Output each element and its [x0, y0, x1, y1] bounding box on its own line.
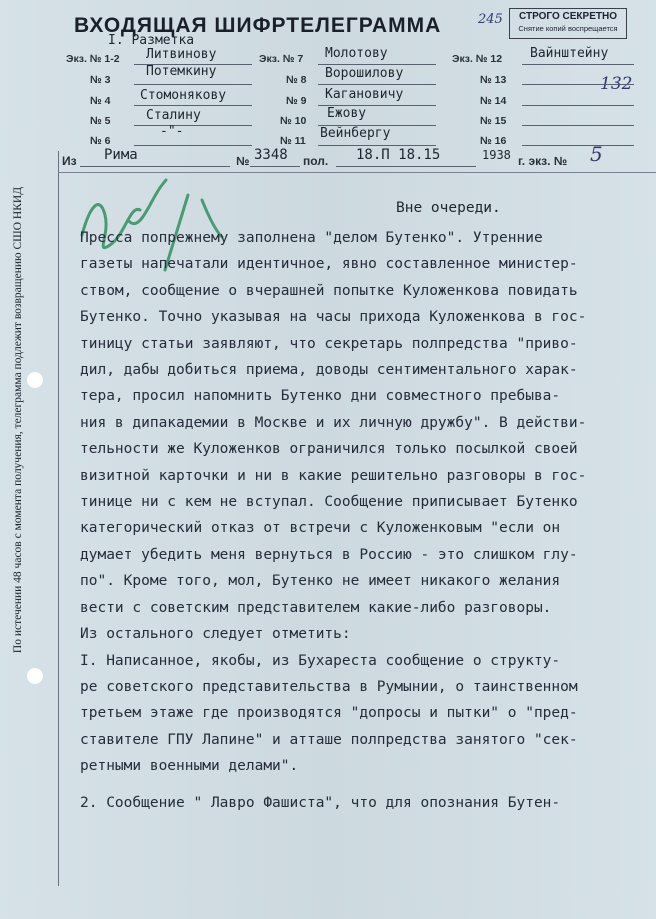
body-line: вести с советским представителем какие-либо разговоры.: [80, 599, 552, 616]
copy-label: Экз. № 7: [259, 53, 304, 65]
body-line: I. Написанное, якобы, из Бухареста сообщение о структу-: [80, 652, 561, 669]
copy-label: № 11: [280, 135, 306, 147]
underline: [80, 166, 230, 167]
received-value: 18.П 18.15: [356, 147, 441, 163]
copy-label: Экз. № 1-2: [66, 53, 120, 65]
number-value: 3348: [254, 147, 288, 163]
telegram-body: [80, 225, 650, 816]
copy-label: № 5: [90, 115, 111, 127]
received-label: пол.: [303, 154, 329, 168]
body-line: думает убедить меня вернуться в Россию - это слишком глу-: [80, 546, 578, 563]
body-line: Бутенко. Точно указывая на часы прихода Куложенкова в гос-: [80, 309, 587, 326]
recipient-name: Потемкину: [146, 64, 217, 79]
copy-notice: Снятие копий воспрещается: [518, 24, 618, 33]
copy-label: № 16: [480, 135, 507, 147]
copy-label: № 3: [90, 74, 111, 86]
body-line: ретными военными делами".: [80, 758, 299, 775]
recipient-name: Сталину: [146, 108, 201, 123]
urgency-note: Вне очереди.: [396, 200, 501, 216]
underline: [134, 105, 252, 106]
underline: [522, 84, 634, 85]
copy-label: № 9: [286, 95, 307, 107]
recipient-name: Стомонякову: [140, 88, 227, 103]
copy-label: № 4: [90, 95, 111, 107]
body-line: по". Кроме того, мол, Бутенко не имеет никакого желания: [80, 573, 561, 590]
copy-label: № 14: [480, 95, 507, 107]
punch-hole: [27, 372, 43, 388]
body-line: третьем этаже где производятся "допросы и пытки" о "пред-: [80, 705, 578, 722]
year-value: 1938: [482, 148, 511, 162]
copy-label: № 13: [480, 74, 507, 86]
header-separator: [58, 172, 656, 173]
body-line: тера, просил напомнить Бутенко дни совместного пребыва-: [80, 388, 561, 405]
body-line: газеты напечатали идентичное, явно составленное министер-: [80, 256, 578, 273]
recipient-name: Вайнштейну: [530, 46, 609, 61]
copy-label: № 15: [480, 115, 507, 127]
copy-label: № 8: [286, 74, 307, 86]
body-line: категорический отказ от встречи с Куложенковым "если он: [80, 520, 561, 537]
underline: [522, 64, 634, 65]
body-line: Из остального следует отметить:: [80, 626, 351, 643]
underline: [250, 166, 300, 167]
body-line: дил, дабы добиться приема, доводы сентиментального харак-: [80, 362, 578, 379]
underline: [318, 84, 436, 85]
underline: [318, 64, 436, 65]
body-line: визитной карточки и ни в какие решительно разговоры в гос-: [80, 467, 587, 484]
copy-label: Экз. № 12: [452, 53, 503, 65]
number-label: №: [236, 154, 250, 168]
body-line: ставителе ГПУ Лапине" и атташе полпредства занятого "сек-: [80, 731, 578, 748]
recipient-name: -"-: [160, 124, 184, 139]
underline: [134, 84, 252, 85]
body-line: тельности же Куложенков ограничился только посылкой своей: [80, 441, 578, 458]
body-line: ния в дипакадемии в Москве и их личную дружбу". В действи-: [80, 414, 587, 431]
underline: [134, 125, 252, 126]
body-line: Пресса попрежнему заполнена "делом Бутенко". Утренние: [80, 230, 543, 246]
recipient-name: Литвинову: [146, 47, 217, 62]
copy-label: № 6: [90, 135, 111, 147]
secret-label: СТРОГО СЕКРЕТНО: [519, 11, 617, 22]
underline: [522, 125, 634, 126]
underline: [522, 145, 634, 146]
recipient-name: Вейнбергу: [320, 126, 391, 141]
secret-stamp: [509, 8, 627, 39]
punch-hole: [27, 668, 43, 684]
margin-rule: [58, 151, 59, 886]
side-note-text: По истечении 48 часов с момента получения, телеграмма подлежит возвращению СШО НКИД: [12, 186, 24, 654]
distribution-note: I. Разметка: [108, 33, 195, 48]
underline: [336, 166, 476, 167]
underline: [522, 105, 634, 106]
margin-number: 132: [600, 74, 633, 94]
year-label: г. экз. №: [518, 154, 568, 168]
body-line: тиницу статьи заявляют, что секретарь полпредства "приво-: [80, 335, 578, 352]
from-value: Рима: [104, 147, 138, 163]
underline: [134, 145, 252, 146]
copy-label: № 10: [280, 115, 307, 127]
copy-number: 5: [590, 142, 603, 166]
underline: [318, 145, 436, 146]
document-title: ВХОДЯЩАЯ ШИФРТЕЛЕГРАММА: [74, 14, 442, 37]
body-line: ством, сообщение о вчерашней попытке Куложенкова повидать: [80, 282, 578, 299]
handwritten-number: 245: [478, 12, 503, 27]
body-line: тинице ни с кем не вступал. Сообщение приписывает Бутенко: [80, 494, 578, 511]
recipient-name: Ежову: [327, 106, 367, 121]
recipient-name: Кагановичу: [325, 87, 404, 102]
body-line: ре советского представительства в Румынии, о таинственном: [80, 678, 578, 695]
from-label: Из: [62, 154, 77, 168]
recipient-name: Ворошилову: [325, 66, 404, 81]
recipient-name: Молотову: [325, 46, 388, 61]
body-line: 2. Сообщение " Лавро Фашиста", что для опознания Бутен-: [80, 794, 561, 811]
